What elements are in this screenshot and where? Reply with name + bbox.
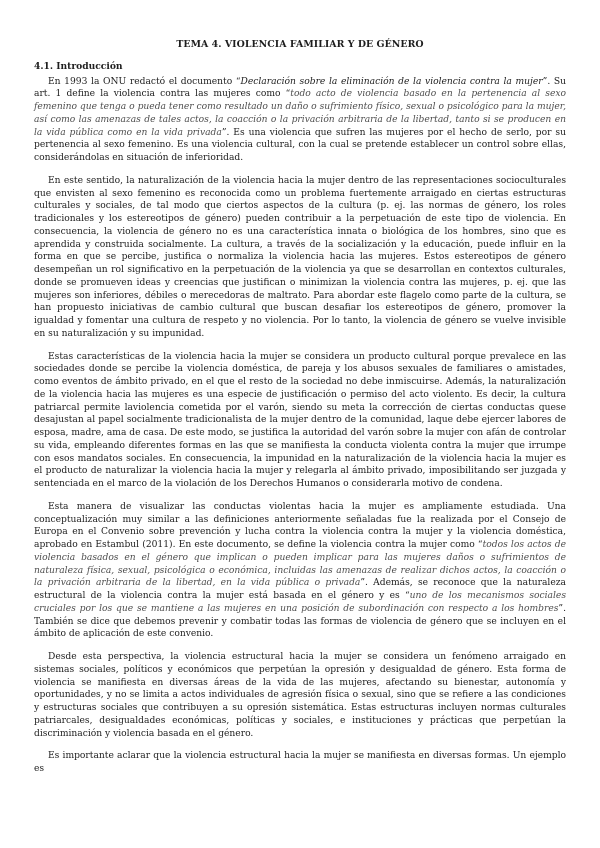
istanbul-definition-quote: todos los actos de violencia basados en el género que implican o pueden implicar para las mujeres daños o sufrimientos de naturaleza física, sexual, psicológica o económica, incluidas las amenazas de realizar dichos actos, la coacción o la privación arbitraria de la libertad, en la vida pública o privada	[34, 540, 566, 589]
paragraph-3: Estas características de la violencia hacia la mujer se considera un producto cultural porque prevalece en las sociedades donde se percibe la violencia doméstica, de pareja y los abusos sexuales de familiares o amistades, como eventos de ámbito privado, en el que el resto de la sociedad no debe inmiscuirse. Además, la naturalización de la violencia hacia las mujeres es una especie de justificación o permiso del acto violento. Es decir, la cultura patriarcal permite laviolencia cometida por el varón, siendo su meta la corrección de ciertas conductas quese desajustan al papel socialmente tradicionalista de la mujer dentro de la comunidad, laque debe ejercer labores de esposa, madre, ama de casa. De este modo, se justifica la autoridad del varón sobre la mujer con afán de controlar su vida, empleando diferentes formas en las que se manifiesta la conducta violenta contra la mujer que irrumpe con esos mandatos sociales. En consecuencia, la impunidad en la naturalización de la violencia hacia la mujer es el producto de naturalizar la violencia hacia la mujer y relegarla al ámbito privado, imposibilitando ser juzgada y sentenciada en el marco de la violación de los Derechos Humanos o considerarla motivo de condena.	[34, 351, 566, 489]
section-heading: 4.1. Introducción	[34, 60, 123, 72]
paragraph-4	[34, 501, 566, 641]
paragraph-2: En este sentido, la naturalización de la violencia hacia la mujer dentro de las representaciones socioculturales que envisten al sexo femenino es reconocida como un problema fuertemente arraigado en ciertas estructuras culturales y sociales, de tal modo que ciertos aspectos de la cultura (p. ej. las normas de género, los roles tradicionales y los estereotipos de género) pueden contribuir a la perpetuación de este tipo de violencia. En consecuencia, la violencia de género no es una característica innata o biológica de los hombres, sino que es aprendida y construida socialmente. La cultura, a través de la socialización y la educación, puede influir en la forma en que se percibe, justifica o normaliza la violencia hacia las mujeres. Estos estereotipos de género desempeñan un rol significativo en la perpetuación de la violencia ya que se desarrollan en contextos culturales, donde se promueven ideas y creencias que justifican o minimizan la violencia contra las mujeres, p. ej. que las mujeres son inferiores, débiles o merecedoras de maltrato. Para abordar este flagelo como parte de la cultura, se han propuesto iniciativas de cambio cultural que buscan desafiar los estereotipos de género, promover la igualdad y fomentar una cultura de respeto y no violencia. Por lo tanto, la violencia de género se vuelve invisible en su naturalización y su impunidad.	[34, 175, 566, 339]
paragraph-6: Es importante aclarar que la violencia estructural hacia la mujer se manifiesta en diversas formas. Un ejemplo es	[34, 751, 566, 774]
paragraph-4-text-a: Esta manera de visualizar las conductas violentas hacia la mujer es ampliamente estudiada. Una conceptualización muy similar a las definiciones anteriormente señaladas fue la realizada por el Consejo de Europa en el Convenio sobre prevención y lucha contra la violencia contra la mujer y la violencia doméstica, aprobado en Estambul (2011). En este documento, se define la violencia contra la mujer como “	[34, 501, 566, 550]
paragraph-1	[34, 76, 566, 165]
paragraph-4-text-e: ”. También se dice que debemos prevenir y combatir todas las formas de violencia de género que se incluyen en el ámbito de aplicación de este convenio.	[34, 603, 566, 640]
paragraph-1-text-a: En 1993 la ONU redactó el documento “	[48, 76, 241, 87]
paragraph-1-text-e: ”. Es una violencia que sufren las mujeres por el hecho de serlo, por su pertenencia al sexo femenino. Es una violencia cultural, con la cual se pretende establecer un control sobre ellas, considerándolas en situación de inferioridad.	[34, 127, 566, 163]
paragraph-5: Desde esta perspectiva, la violencia estructural hacia la mujer se considera un fenómeno arraigado en sistemas sociales, políticos y económicos que perpetúan la opresión y desigualdad de género. Esta forma de violencia se manifiesta en diversas áreas de la vida de las mujeres, afectando su bienestar, autonomía y oportunidades, y no se limita a actos individuales de agresión física o sexual, sino que se refiere a las condiciones y estructuras sociales que contribuyen a su opresión sistemática. Estas estructuras incluyen normas culturales patriarcales, desigualdades económicas, políticas y sociales, e instituciones y prácticas que perpetúan la discriminación y violencia basada en el género.	[34, 652, 566, 739]
onu-definition-quote: todo acto de violencia basado en la pertenencia al sexo femenino que tenga o pueda tener como resultado un daño o sufrimiento físico, sexual o psicológico para la mujer, así como las amenazas de tales actos, la coacción o la privación arbitraria de la libertad, tanto si se producen en la vida pública como en la vida privada	[34, 89, 566, 138]
structural-mechanism-quote: uno de los mecanismos sociales cruciales por los que se mantiene a las mujeres en una posición de subordinación con respecto a los hombres	[34, 591, 566, 614]
paragraph-1-text-c: ”. Su art. 1 define la violencia contra las mujeres como “	[34, 76, 566, 100]
document-title: TEMA 4. VIOLENCIA FAMILIAR Y DE GÉNERO	[176, 39, 424, 50]
document-title-quote: Declaración sobre la eliminación de la violencia contra la mujer	[240, 76, 543, 87]
paragraph-4-text-c: ”. Además, se reconoce que la naturaleza estructural de la violencia contra la mujer está basada en el género y es “	[34, 578, 567, 601]
